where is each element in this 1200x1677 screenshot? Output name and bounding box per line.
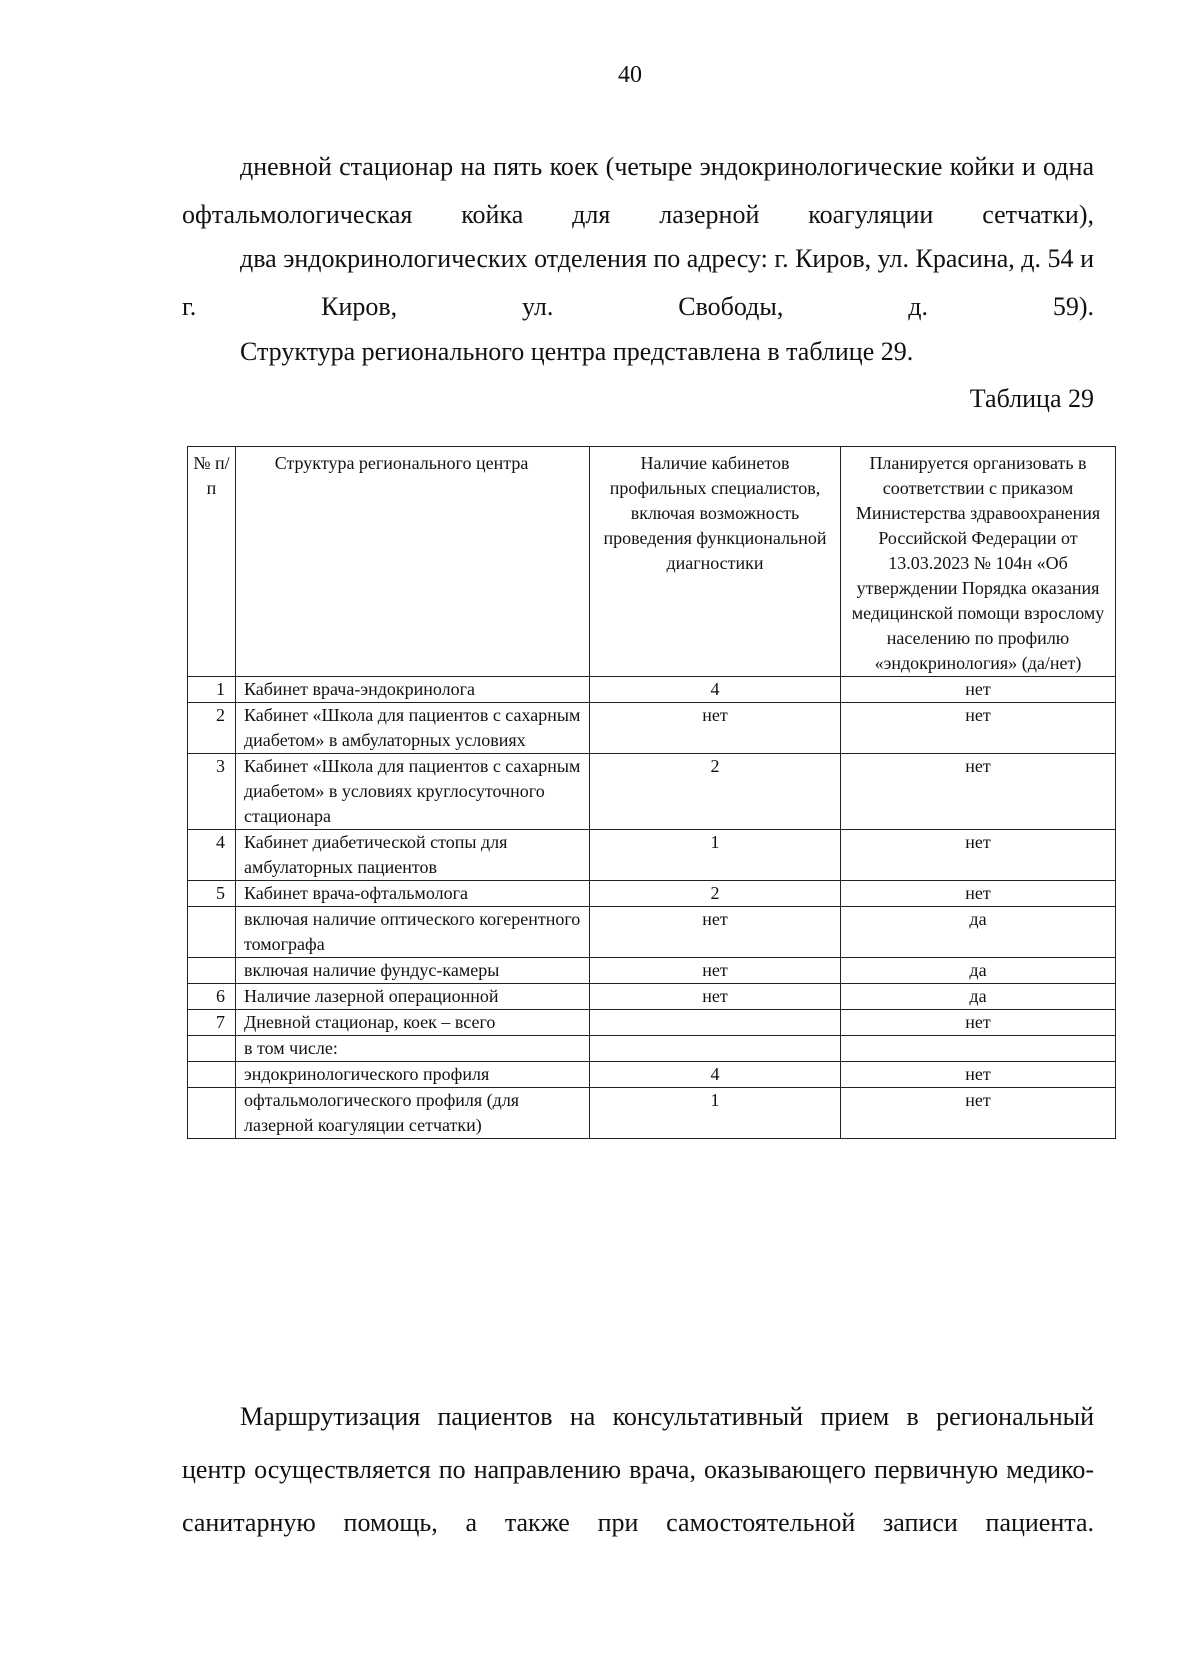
table-row	[188, 1036, 1116, 1062]
row-number: 1	[188, 677, 236, 703]
row-planned: нет	[841, 703, 1116, 754]
row-number: 4	[188, 830, 236, 881]
table-row	[188, 907, 1116, 958]
row-planned: нет	[841, 677, 1116, 703]
header-planned: Планируется организовать в соответствии с приказом Министерства здравоохранения Российской Федерации от 13.03.2023 № 104н «Об утверждении Порядка оказания медицинской помощи взрослому населению по профилю «эндокринология» (да/нет)	[841, 447, 1116, 677]
row-structure: включая наличие фундус-камеры	[236, 958, 590, 984]
table-body	[188, 677, 1116, 1139]
row-planned: нет	[841, 1088, 1116, 1139]
row-number: 2	[188, 703, 236, 754]
row-structure: включая наличие оптического когерентного томографа	[236, 907, 590, 958]
row-number: 3	[188, 754, 236, 830]
row-availability: нет	[590, 958, 841, 984]
row-number: 7	[188, 1010, 236, 1036]
table-caption: Таблица 29	[969, 384, 1094, 413]
row-structure: офтальмологического профиля (для лазерной коагуляции сетчатки)	[236, 1088, 590, 1139]
header-availability: Наличие кабинетов профильных специалистов, включая возможность проведения функциональной диагностики	[590, 447, 841, 677]
row-availability	[590, 1010, 841, 1036]
row-availability: 1	[590, 830, 841, 881]
table-row	[188, 677, 1116, 703]
row-structure: Наличие лазерной операционной	[236, 984, 590, 1010]
row-availability: 4	[590, 1062, 841, 1088]
row-number: 5	[188, 881, 236, 907]
table-row	[188, 984, 1116, 1010]
row-planned: да	[841, 984, 1116, 1010]
row-planned: нет	[841, 1010, 1116, 1036]
row-availability: 4	[590, 677, 841, 703]
row-structure: Дневной стационар, коек – всего	[236, 1010, 590, 1036]
row-availability: 1	[590, 1088, 841, 1139]
row-number	[188, 907, 236, 958]
header-number: № п/п	[188, 447, 236, 677]
row-availability: 2	[590, 881, 841, 907]
structure-table	[187, 446, 1116, 1139]
row-number	[188, 1036, 236, 1062]
row-structure: Кабинет врача-офтальмолога	[236, 881, 590, 907]
row-planned: нет	[841, 830, 1116, 881]
row-planned	[841, 1036, 1116, 1062]
row-structure: эндокринологического профиля	[236, 1062, 590, 1088]
page-number: 40	[618, 62, 642, 88]
row-number	[188, 1088, 236, 1139]
row-number	[188, 958, 236, 984]
table-row	[188, 1088, 1116, 1139]
table-header-row	[188, 447, 1116, 677]
row-number	[188, 1062, 236, 1088]
paragraph-structure-intro: Структура регионального центра представлена в таблице 29.	[240, 337, 914, 366]
table-row	[188, 703, 1116, 754]
row-number: 6	[188, 984, 236, 1010]
table-row	[188, 754, 1116, 830]
row-availability: нет	[590, 703, 841, 754]
row-structure: в том числе:	[236, 1036, 590, 1062]
paragraph-departments: два эндокринологических отделения по адресу: г. Киров, ул. Красина, д. 54 и г. Киров, ул. Свободы, д. 59).	[182, 244, 1094, 321]
row-planned: нет	[841, 881, 1116, 907]
row-planned: да	[841, 958, 1116, 984]
row-availability: нет	[590, 907, 841, 958]
row-structure: Кабинет «Школа для пациентов с сахарным диабетом» в условиях круглосуточного стационара	[236, 754, 590, 830]
table-row	[188, 1010, 1116, 1036]
table-row	[188, 958, 1116, 984]
row-structure: Кабинет врача-эндокринолога	[236, 677, 590, 703]
paragraph-routing: Маршрутизация пациентов на консультативный прием в региональный центр осуществляется по направлению врача, оказывающего первичную медико-санитарную помощь, а также при самостоятельной записи пациента.	[182, 1402, 1094, 1537]
row-structure: Кабинет «Школа для пациентов с сахарным диабетом» в амбулаторных условиях	[236, 703, 590, 754]
table-row	[188, 881, 1116, 907]
row-planned: нет	[841, 754, 1116, 830]
paragraph-day-hospital: дневной стационар на пять коек (четыре эндокринологические койки и одна офтальмологическая койка для лазерной коагуляции сетчатки),	[182, 152, 1094, 229]
row-availability: 2	[590, 754, 841, 830]
row-planned: да	[841, 907, 1116, 958]
header-structure: Структура регионального центра	[236, 447, 590, 677]
table-row	[188, 1062, 1116, 1088]
row-planned: нет	[841, 1062, 1116, 1088]
row-structure: Кабинет диабетической стопы для амбулаторных пациентов	[236, 830, 590, 881]
row-availability	[590, 1036, 841, 1062]
row-availability: нет	[590, 984, 841, 1010]
table-row	[188, 830, 1116, 881]
